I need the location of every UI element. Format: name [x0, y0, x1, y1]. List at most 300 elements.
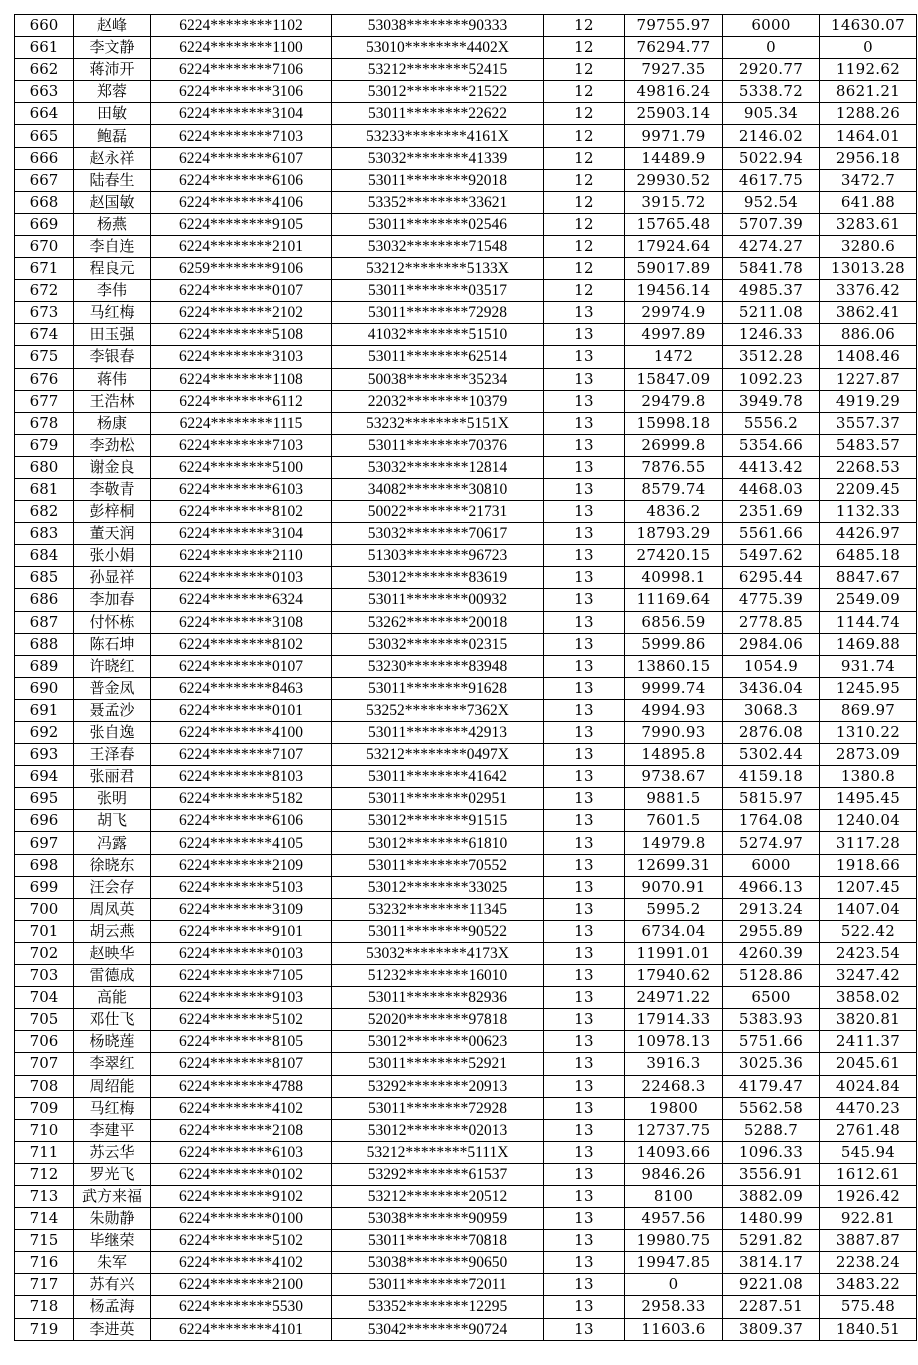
payment-cell: 3820.81 [820, 1009, 917, 1031]
id-number-cell: 53252********7362X [332, 699, 544, 721]
table-row [15, 655, 917, 677]
month-cell: 13 [544, 788, 625, 810]
payment-cell: 1240.04 [820, 810, 917, 832]
table-row [15, 501, 917, 523]
row-index-cell: 669 [15, 213, 74, 235]
bank-card-cell: 6224********6324 [151, 589, 332, 611]
month-cell: 13 [544, 1185, 625, 1207]
id-number-cell: 53011********70376 [332, 434, 544, 456]
table-row [15, 898, 917, 920]
subsidy-cell: 4179.47 [723, 1075, 820, 1097]
subsidy-cell: 4260.39 [723, 942, 820, 964]
bank-card-cell: 6224********6103 [151, 478, 332, 500]
subsidy-cell: 3436.04 [723, 677, 820, 699]
id-number-cell: 53011********82936 [332, 987, 544, 1009]
payment-cell: 922.81 [820, 1208, 917, 1230]
payment-cell: 13013.28 [820, 258, 917, 280]
name-cell: 赵峰 [74, 15, 151, 37]
id-number-cell: 53032********12814 [332, 456, 544, 478]
name-cell: 谢金良 [74, 456, 151, 478]
payment-cell: 869.97 [820, 699, 917, 721]
payment-cell: 1464.01 [820, 125, 917, 147]
payment-cell: 641.88 [820, 191, 917, 213]
subsidy-cell: 4413.42 [723, 456, 820, 478]
table-row [15, 1097, 917, 1119]
amount-cell: 4994.93 [625, 699, 723, 721]
payment-cell: 1207.45 [820, 876, 917, 898]
subsidy-cell: 5302.44 [723, 744, 820, 766]
month-cell: 13 [544, 302, 625, 324]
row-index-cell: 709 [15, 1097, 74, 1119]
name-cell: 李加春 [74, 589, 151, 611]
month-cell: 13 [544, 810, 625, 832]
subsidy-cell: 6000 [723, 854, 820, 876]
id-number-cell: 34082********30810 [332, 478, 544, 500]
row-index-cell: 719 [15, 1318, 74, 1340]
amount-cell: 3915.72 [625, 191, 723, 213]
row-index-cell: 668 [15, 191, 74, 213]
subsidy-cell: 4985.37 [723, 280, 820, 302]
id-number-cell: 53012********33025 [332, 876, 544, 898]
month-cell: 13 [544, 655, 625, 677]
amount-cell: 19980.75 [625, 1230, 723, 1252]
bank-card-cell: 6224********4102 [151, 1097, 332, 1119]
month-cell: 13 [544, 523, 625, 545]
month-cell: 13 [544, 1031, 625, 1053]
row-index-cell: 683 [15, 523, 74, 545]
table-row [15, 1208, 917, 1230]
month-cell: 12 [544, 191, 625, 213]
amount-cell: 11169.64 [625, 589, 723, 611]
payment-cell: 1495.45 [820, 788, 917, 810]
subsidy-cell: 952.54 [723, 191, 820, 213]
amount-cell: 0 [625, 1274, 723, 1296]
month-cell: 13 [544, 1097, 625, 1119]
bank-card-cell: 6224********9102 [151, 1185, 332, 1207]
id-number-cell: 53012********83619 [332, 567, 544, 589]
id-number-cell: 41032********51510 [332, 324, 544, 346]
row-index-cell: 663 [15, 81, 74, 103]
id-number-cell: 53038********90650 [332, 1252, 544, 1274]
table-row [15, 1075, 917, 1097]
subsidy-cell: 2920.77 [723, 59, 820, 81]
amount-cell: 17940.62 [625, 965, 723, 987]
row-index-cell: 673 [15, 302, 74, 324]
payment-cell: 2411.37 [820, 1031, 917, 1053]
subsidy-cell: 3949.78 [723, 390, 820, 412]
amount-cell: 9846.26 [625, 1163, 723, 1185]
id-number-cell: 53212********5133X [332, 258, 544, 280]
id-number-cell: 53212********20512 [332, 1185, 544, 1207]
row-index-cell: 716 [15, 1252, 74, 1274]
row-index-cell: 694 [15, 766, 74, 788]
table-row [15, 1163, 917, 1185]
name-cell: 赵永祥 [74, 147, 151, 169]
bank-card-cell: 6224********0102 [151, 1163, 332, 1185]
name-cell: 胡云燕 [74, 920, 151, 942]
name-cell: 马红梅 [74, 1097, 151, 1119]
bank-card-cell: 6224********6103 [151, 1141, 332, 1163]
row-index-cell: 698 [15, 854, 74, 876]
bank-card-cell: 6224********0100 [151, 1208, 332, 1230]
subsidy-cell: 9221.08 [723, 1274, 820, 1296]
row-index-cell: 675 [15, 346, 74, 368]
row-index-cell: 699 [15, 876, 74, 898]
amount-cell: 27420.15 [625, 545, 723, 567]
subsidy-cell: 2778.85 [723, 611, 820, 633]
table-row [15, 567, 917, 589]
id-number-cell: 53233********4161X [332, 125, 544, 147]
table-row [15, 191, 917, 213]
amount-cell: 5995.2 [625, 898, 723, 920]
row-index-cell: 682 [15, 501, 74, 523]
payment-cell: 14630.07 [820, 15, 917, 37]
bank-card-cell: 6224********5530 [151, 1296, 332, 1318]
bank-card-cell: 6224********6106 [151, 169, 332, 191]
payment-cell: 2045.61 [820, 1053, 917, 1075]
payment-cell: 3858.02 [820, 987, 917, 1009]
name-cell: 张自逸 [74, 722, 151, 744]
month-cell: 13 [544, 1274, 625, 1296]
name-cell: 苏云华 [74, 1141, 151, 1163]
row-index-cell: 686 [15, 589, 74, 611]
table-row [15, 677, 917, 699]
id-number-cell: 52020********97818 [332, 1009, 544, 1031]
row-index-cell: 678 [15, 412, 74, 434]
payment-cell: 1132.33 [820, 501, 917, 523]
amount-cell: 29479.8 [625, 390, 723, 412]
row-index-cell: 665 [15, 125, 74, 147]
payment-cell: 2238.24 [820, 1252, 917, 1274]
table-row [15, 125, 917, 147]
amount-cell: 4836.2 [625, 501, 723, 523]
table-row [15, 302, 917, 324]
id-number-cell: 53011********70818 [332, 1230, 544, 1252]
row-index-cell: 660 [15, 15, 74, 37]
bank-card-cell: 6224********6106 [151, 810, 332, 832]
name-cell: 程良元 [74, 258, 151, 280]
row-index-cell: 714 [15, 1208, 74, 1230]
name-cell: 罗光飞 [74, 1163, 151, 1185]
bank-card-cell: 6224********8107 [151, 1053, 332, 1075]
row-index-cell: 667 [15, 169, 74, 191]
table-row [15, 324, 917, 346]
amount-cell: 25903.14 [625, 103, 723, 125]
name-cell: 王泽春 [74, 744, 151, 766]
payment-cell: 1469.88 [820, 633, 917, 655]
bank-card-cell: 6224********3109 [151, 898, 332, 920]
bank-card-cell: 6224********0101 [151, 699, 332, 721]
bank-card-cell: 6224********8105 [151, 1031, 332, 1053]
id-number-cell: 53011********70552 [332, 854, 544, 876]
payment-cell: 1245.95 [820, 677, 917, 699]
amount-cell: 9738.67 [625, 766, 723, 788]
table-row [15, 1009, 917, 1031]
subsidy-cell: 5291.82 [723, 1230, 820, 1252]
amount-cell: 3916.3 [625, 1053, 723, 1075]
name-cell: 陈石坤 [74, 633, 151, 655]
name-cell: 田玉强 [74, 324, 151, 346]
bank-card-cell: 6224********3108 [151, 611, 332, 633]
bank-card-cell: 6224********4100 [151, 722, 332, 744]
bank-card-cell: 6224********7107 [151, 744, 332, 766]
payment-cell: 3862.41 [820, 302, 917, 324]
id-number-cell: 53352********33621 [332, 191, 544, 213]
amount-cell: 18793.29 [625, 523, 723, 545]
table-row [15, 965, 917, 987]
name-cell: 普金凤 [74, 677, 151, 699]
table-body [15, 15, 917, 1341]
row-index-cell: 688 [15, 633, 74, 655]
row-index-cell: 710 [15, 1119, 74, 1141]
bank-card-cell: 6224********2109 [151, 854, 332, 876]
amount-cell: 19800 [625, 1097, 723, 1119]
id-number-cell: 53032********70617 [332, 523, 544, 545]
month-cell: 13 [544, 346, 625, 368]
name-cell: 李劲松 [74, 434, 151, 456]
month-cell: 12 [544, 125, 625, 147]
amount-cell: 15998.18 [625, 412, 723, 434]
id-number-cell: 53038********90959 [332, 1208, 544, 1230]
subsidy-cell: 5497.62 [723, 545, 820, 567]
amount-cell: 6856.59 [625, 611, 723, 633]
name-cell: 汪会存 [74, 876, 151, 898]
month-cell: 13 [544, 390, 625, 412]
subsidy-cell: 1480.99 [723, 1208, 820, 1230]
row-index-cell: 701 [15, 920, 74, 942]
payment-cell: 3117.28 [820, 832, 917, 854]
payment-cell: 1192.62 [820, 59, 917, 81]
amount-cell: 8100 [625, 1185, 723, 1207]
month-cell: 13 [544, 854, 625, 876]
table-row [15, 368, 917, 390]
payment-cell: 1144.74 [820, 611, 917, 633]
id-number-cell: 53011********90522 [332, 920, 544, 942]
row-index-cell: 672 [15, 280, 74, 302]
row-index-cell: 711 [15, 1141, 74, 1163]
id-number-cell: 53292********20913 [332, 1075, 544, 1097]
payment-cell: 8621.21 [820, 81, 917, 103]
subsidy-cell: 2351.69 [723, 501, 820, 523]
bank-card-cell: 6224********0103 [151, 942, 332, 964]
subsidy-cell: 5354.66 [723, 434, 820, 456]
row-index-cell: 685 [15, 567, 74, 589]
table-row [15, 699, 917, 721]
payment-cell: 2268.53 [820, 456, 917, 478]
row-index-cell: 666 [15, 147, 74, 169]
name-cell: 马红梅 [74, 302, 151, 324]
bank-card-cell: 6224********2110 [151, 545, 332, 567]
month-cell: 12 [544, 59, 625, 81]
bank-card-cell: 6224********3103 [151, 346, 332, 368]
payment-cell: 1310.22 [820, 722, 917, 744]
month-cell: 13 [544, 898, 625, 920]
name-cell: 李文静 [74, 37, 151, 59]
row-index-cell: 670 [15, 235, 74, 257]
id-number-cell: 53011********72011 [332, 1274, 544, 1296]
month-cell: 13 [544, 1119, 625, 1141]
name-cell: 鲍磊 [74, 125, 151, 147]
amount-cell: 59017.89 [625, 258, 723, 280]
name-cell: 郑蓉 [74, 81, 151, 103]
amount-cell: 22468.3 [625, 1075, 723, 1097]
amount-cell: 12699.31 [625, 854, 723, 876]
table-row [15, 456, 917, 478]
subsidy-cell: 5274.97 [723, 832, 820, 854]
name-cell: 李翠红 [74, 1053, 151, 1075]
name-cell: 董天润 [74, 523, 151, 545]
month-cell: 13 [544, 876, 625, 898]
id-number-cell: 50038********35234 [332, 368, 544, 390]
name-cell: 张明 [74, 788, 151, 810]
bank-card-cell: 6224********7106 [151, 59, 332, 81]
amount-cell: 7990.93 [625, 722, 723, 744]
amount-cell: 79755.97 [625, 15, 723, 37]
payment-cell: 1612.61 [820, 1163, 917, 1185]
table-row [15, 1119, 917, 1141]
name-cell: 李建平 [74, 1119, 151, 1141]
subsidy-cell: 5022.94 [723, 147, 820, 169]
month-cell: 13 [544, 965, 625, 987]
payment-cell: 3887.87 [820, 1230, 917, 1252]
name-cell: 付怀栋 [74, 611, 151, 633]
amount-cell: 76294.77 [625, 37, 723, 59]
amount-cell: 24971.22 [625, 987, 723, 1009]
name-cell: 王浩林 [74, 390, 151, 412]
payment-cell: 2423.54 [820, 942, 917, 964]
payment-cell: 1840.51 [820, 1318, 917, 1340]
amount-cell: 14489.9 [625, 147, 723, 169]
subsidy-cell: 0 [723, 37, 820, 59]
name-cell: 许晓红 [74, 655, 151, 677]
month-cell: 13 [544, 987, 625, 1009]
month-cell: 12 [544, 169, 625, 191]
month-cell: 12 [544, 280, 625, 302]
month-cell: 13 [544, 766, 625, 788]
subsidy-cell: 3882.09 [723, 1185, 820, 1207]
id-number-cell: 53010********4402X [332, 37, 544, 59]
payment-cell: 1918.66 [820, 854, 917, 876]
bank-card-cell: 6224********1108 [151, 368, 332, 390]
subsidy-cell: 2876.08 [723, 722, 820, 744]
subsidy-cell: 3556.91 [723, 1163, 820, 1185]
table-row [15, 1318, 917, 1340]
payment-cell: 4426.97 [820, 523, 917, 545]
bank-card-cell: 6224********4105 [151, 832, 332, 854]
id-number-cell: 53012********21522 [332, 81, 544, 103]
table-row [15, 147, 917, 169]
row-index-cell: 703 [15, 965, 74, 987]
table-row [15, 810, 917, 832]
amount-cell: 9070.91 [625, 876, 723, 898]
payment-cell: 2549.09 [820, 589, 917, 611]
payment-cell: 3283.61 [820, 213, 917, 235]
row-index-cell: 717 [15, 1274, 74, 1296]
table-row [15, 434, 917, 456]
row-index-cell: 702 [15, 942, 74, 964]
amount-cell: 7876.55 [625, 456, 723, 478]
amount-cell: 12737.75 [625, 1119, 723, 1141]
row-index-cell: 689 [15, 655, 74, 677]
month-cell: 12 [544, 235, 625, 257]
bank-card-cell: 6224********5102 [151, 1230, 332, 1252]
table-row [15, 1230, 917, 1252]
subsidy-cell: 4468.03 [723, 478, 820, 500]
row-index-cell: 674 [15, 324, 74, 346]
month-cell: 13 [544, 633, 625, 655]
table-row [15, 854, 917, 876]
bank-card-cell: 6224********3106 [151, 81, 332, 103]
payment-cell: 0 [820, 37, 917, 59]
amount-cell: 4957.56 [625, 1208, 723, 1230]
amount-cell: 15765.48 [625, 213, 723, 235]
payment-cell: 931.74 [820, 655, 917, 677]
row-index-cell: 676 [15, 368, 74, 390]
id-number-cell: 53212********0497X [332, 744, 544, 766]
name-cell: 蒋伟 [74, 368, 151, 390]
bank-card-cell: 6224********2102 [151, 302, 332, 324]
subsidy-cell: 1054.9 [723, 655, 820, 677]
name-cell: 周绍能 [74, 1075, 151, 1097]
amount-cell: 17914.33 [625, 1009, 723, 1031]
amount-cell: 13860.15 [625, 655, 723, 677]
payment-cell: 1288.26 [820, 103, 917, 125]
amount-cell: 5999.86 [625, 633, 723, 655]
row-index-cell: 697 [15, 832, 74, 854]
row-index-cell: 664 [15, 103, 74, 125]
name-cell: 苏有兴 [74, 1274, 151, 1296]
subsidy-cell: 5288.7 [723, 1119, 820, 1141]
name-cell: 李银春 [74, 346, 151, 368]
name-cell: 聂孟沙 [74, 699, 151, 721]
table-row [15, 1053, 917, 1075]
name-cell: 周凤英 [74, 898, 151, 920]
table-row [15, 213, 917, 235]
bank-card-cell: 6224********3104 [151, 103, 332, 125]
subsidy-cell: 2984.06 [723, 633, 820, 655]
payment-cell: 545.94 [820, 1141, 917, 1163]
table-row [15, 766, 917, 788]
bank-card-cell: 6224********1100 [151, 37, 332, 59]
id-number-cell: 53011********42913 [332, 722, 544, 744]
bank-card-cell: 6224********4106 [151, 191, 332, 213]
payment-cell: 3472.7 [820, 169, 917, 191]
name-cell: 彭梓桐 [74, 501, 151, 523]
name-cell: 张丽君 [74, 766, 151, 788]
amount-cell: 9881.5 [625, 788, 723, 810]
table-row [15, 589, 917, 611]
row-index-cell: 712 [15, 1163, 74, 1185]
name-cell: 徐晓东 [74, 854, 151, 876]
month-cell: 12 [544, 37, 625, 59]
id-number-cell: 53011********52921 [332, 1053, 544, 1075]
name-cell: 雷德成 [74, 965, 151, 987]
payment-cell: 3280.6 [820, 235, 917, 257]
table-row [15, 478, 917, 500]
month-cell: 13 [544, 434, 625, 456]
id-number-cell: 53212********52415 [332, 59, 544, 81]
id-number-cell: 53011********72928 [332, 1097, 544, 1119]
bank-card-cell: 6224********4101 [151, 1318, 332, 1340]
month-cell: 13 [544, 699, 625, 721]
id-number-cell: 53212********5111X [332, 1141, 544, 1163]
bank-card-cell: 6224********8463 [151, 677, 332, 699]
bank-card-cell: 6224********7103 [151, 434, 332, 456]
name-cell: 胡飞 [74, 810, 151, 832]
table-row [15, 788, 917, 810]
id-number-cell: 51232********16010 [332, 965, 544, 987]
month-cell: 13 [544, 478, 625, 500]
